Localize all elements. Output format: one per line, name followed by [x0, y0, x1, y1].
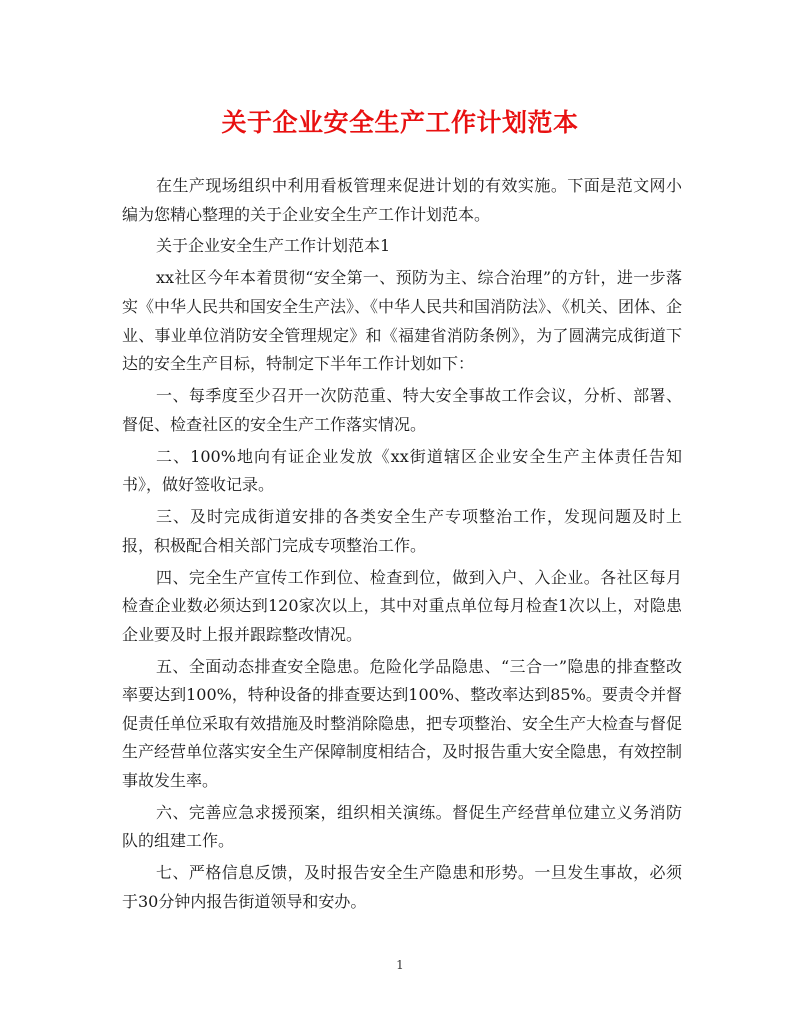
plan-item-4: 四、完全生产宣传工作到位、检查到位，做到入户、入企业。各社区每月检查企业数必须达到120家次以上，其中对重点单位每月检查1次以上，对隐患企业要及时上报并跟踪整改情况。 [122, 567, 682, 644]
plan-item-1: 一、每季度至少召开一次防范重、特大安全事故工作会议，分析、部署、督促、检查社区的安全生产工作落实情况。 [122, 386, 682, 434]
plan-item-3: 三、及时完成街道安排的各类安全生产专项整治工作，发现问题及时上报，积极配合相关部门完成专项整治工作。 [122, 507, 682, 555]
plan-item-6: 六、完善应急求援预案，组织相关演练。督促生产经营单位建立义务消防队的组建工作。 [122, 802, 682, 851]
page-number: 1 [396, 958, 404, 972]
intro-paragraph: 在生产现场组织中利用看板管理来促进计划的有效实施。下面是范文网小编为您精心整理的关于企业安全生产工作计划范本。 [122, 176, 682, 224]
body-paragraph: xx社区今年本着贯彻“安全第一、预防为主、综合治理”的方针，进一步落实《中华人民共和国安全生产法》、《中华人民共和国消防法》、《机关、团体、企业、事业单位消防安全管理规定》和《福建省消防条例》，为了圆满完成街道下达的安全生产目标，特制定下半年工作计划如下： [122, 268, 683, 374]
plan-item-7: 七、严格信息反馈，及时报告安全生产隐患和形势。一旦发生事故，必须于30分钟内报告街道领导和安办。 [122, 863, 682, 911]
document-title: 关于企业安全生产工作计划范本 [221, 108, 579, 137]
plan-item-2: 二、100%地向有证企业发放《xx街道辖区企业安全生产主体责任告知书》，做好签收记录。 [122, 446, 682, 495]
document-body [122, 172, 682, 920]
section-heading: 关于企业安全生产工作计划范本1 [156, 236, 391, 256]
plan-item-5: 五、全面动态排查安全隐患。危险化学品隐患、“三合一”隐患的排查整改率要达到100%，特种设备的排查要达到100%、整改率达到85%。要责令并督促责任单位采取有效措施及时整消除隐患，把专项整治、安全生产大检查与督促生产经营单位落实安全生产保障制度相结合，及时报告重大安全隐患，有效控制事故发生率。 [122, 656, 683, 790]
